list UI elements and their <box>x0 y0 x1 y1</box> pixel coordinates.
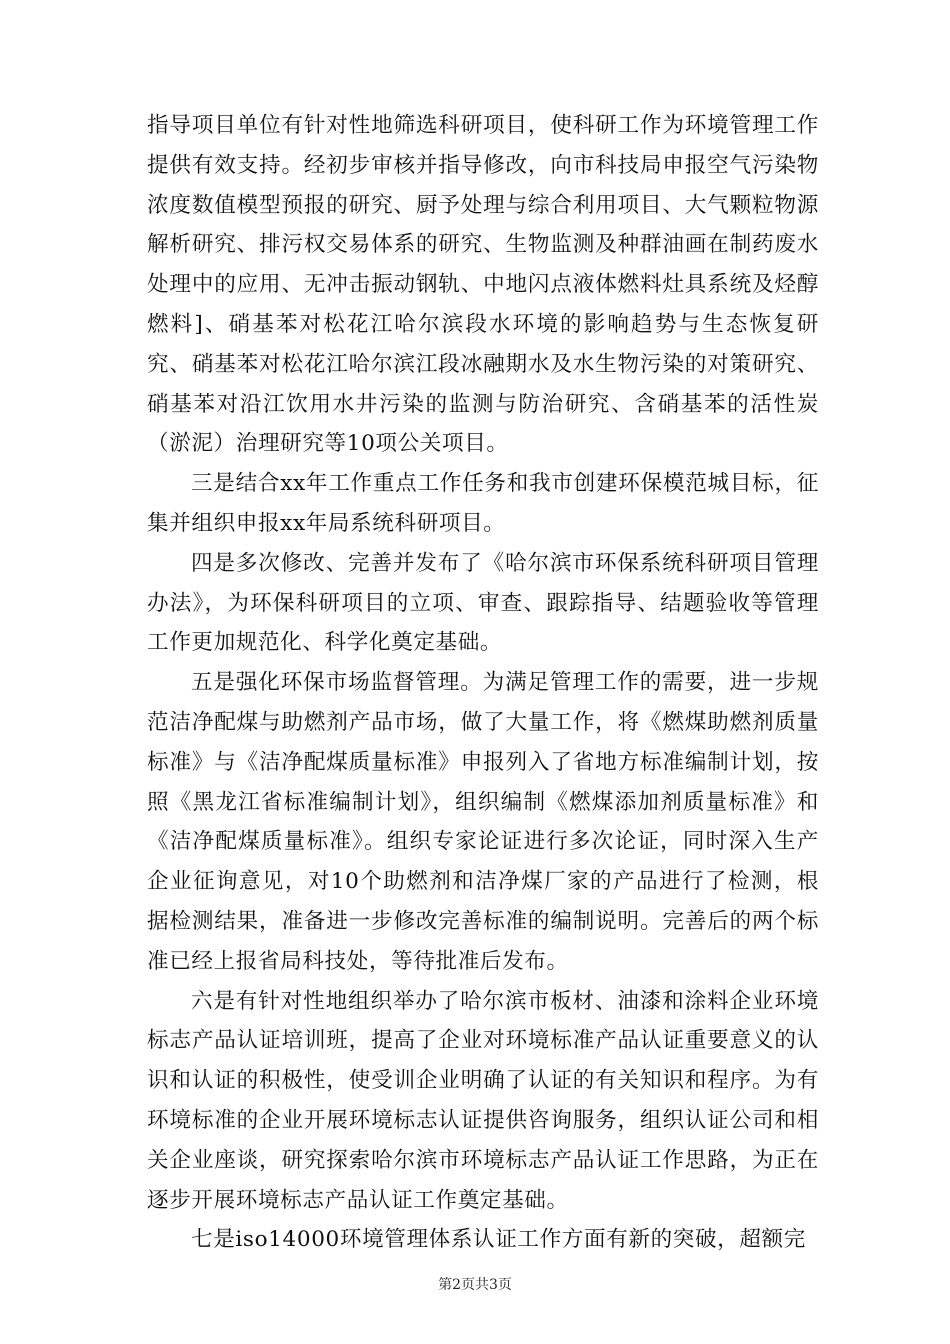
paragraph-item-5: 五是强化环保市场监督管理。为满足管理工作的需要，进一步规范洁净配煤与助燃剂产品市场，做了大量工作，将《燃煤助燃剂质量标准》与《洁净配煤质量标准》申报列入了省地方标准编制计划，按照《黑龙江省标准编制计划》，组织编制《燃煤添加剂质量标准》和《洁净配煤质量标准》。组织专家论证进行多次论证，同时深入生产企业征询意见，对10个助燃剂和洁净煤厂家的产品进行了检测，根据检测结果，准备进一步修改完善标准的编制说明。完善后的两个标准已经上报省局科技处，等待批准后发布。 <box>147 670 819 974</box>
paragraph-item-7: 七是iso14000环境管理体系认证工作方面有新的突破，超额完 <box>191 1227 806 1253</box>
paragraph-item-4: 四是多次修改、完善并发布了《哈尔滨市环保系统科研项目管理办法》，为环保科研项目的立项、审查、跟踪指导、结题验收等管理工作更加规范化、科学化奠定基础。 <box>147 550 819 656</box>
document-body <box>147 106 819 1260</box>
paragraph-item-3: 三是结合xx年工作重点工作任务和我市创建环保模范城目标，征集并组织申报xx年局系统科研项目。 <box>147 471 819 536</box>
paragraph-item-6: 六是有针对性地组织举办了哈尔滨市板材、油漆和涂料企业环境标志产品认证培训班，提高了企业对环境标准产品认证重要意义的认识和认证的积极性，使受训企业明确了认证的有关知识和程序。为有环境标准的企业开展环境标志认证提供咨询服务，组织认证公司和相关企业座谈，研究探索哈尔滨市环境标志产品认证工作思路，为正在逐步开展环境标志产品认证工作奠定基础。 <box>147 988 819 1213</box>
page-number-footer: 第2页共3页 <box>438 1277 512 1293</box>
paragraph-continued: 指导项目单位有针对性地筛选科研项目，使科研工作为环境管理工作提供有效支持。经初步审核并指导修改，向市科技局申报空气污染物浓度数值模型预报的研究、厨予处理与综合利用项目、大气颗粒物源解析研究、排污权交易体系的研究、生物监测及种群油画在制药废水处理中的应用、无冲击振动钢轨、中地闪点液体燃料灶具系统及烃醇燃料]、硝基苯对松花江哈尔滨段水环境的影响趋势与生态恢复研究、硝基苯对松花江哈尔滨江段冰融期水及水生物污染的对策研究、硝基苯对沿江饮用水井污染的监测与防治研究、含硝基苯的活性炭（淤泥）治理研究等10项公关项目。 <box>147 113 819 457</box>
